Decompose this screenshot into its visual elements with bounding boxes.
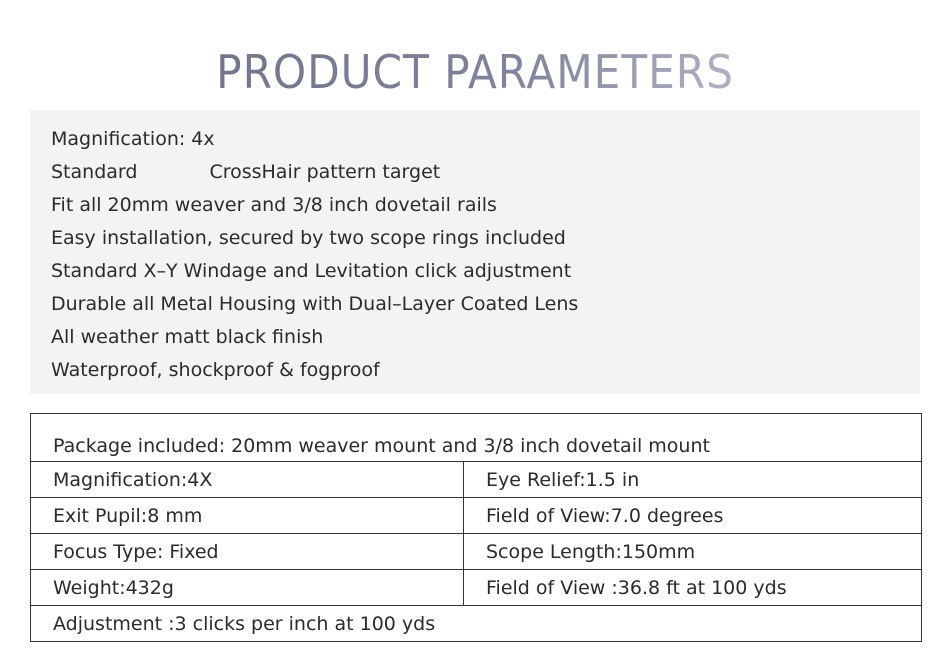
table-cell: Focus Type: Fixed — [31, 534, 464, 570]
table-row — [31, 462, 922, 498]
table-cell: Field of View:7.0 degrees — [464, 498, 922, 534]
table-row — [31, 570, 922, 606]
table-row — [31, 606, 922, 642]
package-included-cell: Package included: 20mm weaver mount and 3/8 inch dovetail mount — [31, 414, 922, 462]
features-panel — [30, 110, 920, 394]
table-row — [31, 498, 922, 534]
feature-item: Fit all 20mm weaver and 3/8 inch dovetail rails — [51, 194, 497, 216]
page-title: PRODUCT PARAMETERS — [38, 40, 912, 104]
table-cell: Exit Pupil:8 mm — [31, 498, 464, 534]
adjustment-cell: Adjustment :3 clicks per inch at 100 yds — [31, 606, 922, 642]
table-cell: Scope Length:150mm — [464, 534, 922, 570]
table-cell: Magnification:4X — [31, 462, 464, 498]
feature-value: CrossHair pattern target — [209, 161, 441, 183]
feature-item: Durable all Metal Housing with Dual–Layer Coated Lens — [51, 293, 579, 315]
feature-item: Easy installation, secured by two scope rings included — [51, 227, 566, 249]
table-cell: Eye Relief:1.5 in — [464, 462, 922, 498]
table-row — [31, 534, 922, 570]
table-row — [31, 414, 922, 462]
specifications-table — [30, 413, 922, 642]
feature-item: Magnification: 4x — [51, 128, 215, 150]
feature-item — [51, 156, 578, 189]
table-cell: Field of View :36.8 ft at 100 yds — [464, 570, 922, 606]
feature-item: All weather matt black finish — [51, 326, 324, 348]
feature-item: Waterproof, shockproof & fogproof — [51, 359, 380, 381]
feature-label: Standard — [51, 161, 138, 183]
feature-item: Standard X–Y Windage and Levitation click adjustment — [51, 260, 572, 282]
table-cell: Weight:432g — [31, 570, 464, 606]
features-list — [51, 123, 578, 387]
